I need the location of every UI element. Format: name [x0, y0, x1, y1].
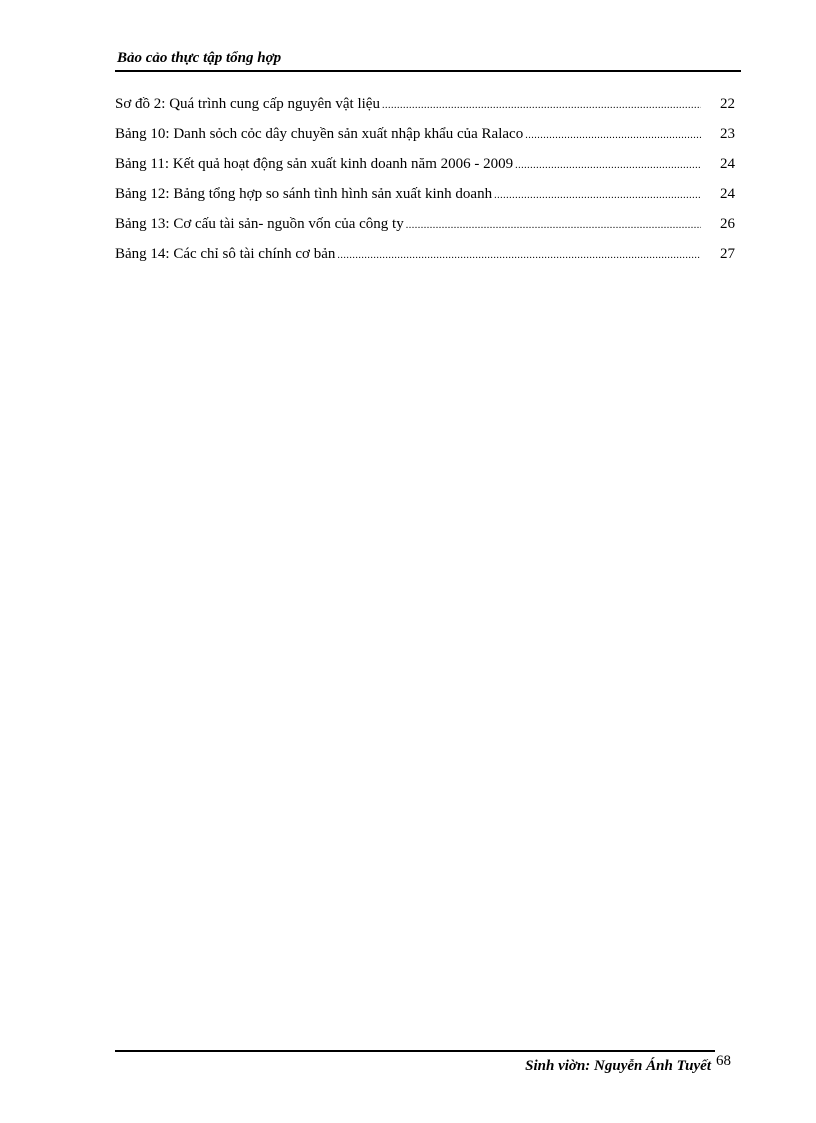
report-title: Bảo cảo thực tập tổng hợp: [117, 50, 282, 66]
toc-entry-page: 24: [720, 186, 735, 202]
toc-entry-label: Bảng 13: Cơ cấu tài sản- nguồn vốn của công ty: [115, 216, 404, 232]
toc-entry[interactable]: [115, 213, 739, 243]
page-footer: [115, 1050, 731, 1074]
toc-dot-leader: [494, 185, 701, 207]
toc-entry-label: Bảng 11: Kết quả hoạt động sản xuất kinh doanh năm 2006 - 2009: [115, 156, 514, 172]
toc-entry-page: 26: [720, 216, 735, 232]
toc-entry-page: 23: [720, 126, 735, 142]
table-of-figures: [115, 93, 739, 273]
toc-entry[interactable]: [115, 183, 739, 213]
toc-dot-leader: [525, 125, 701, 147]
toc-entry-page: 22: [720, 96, 735, 112]
toc-entry[interactable]: [115, 93, 739, 123]
footer-author: Sinh viờn: Nguyễn Ánh Tuyết: [525, 1058, 711, 1074]
toc-entry-label: Sơ đồ 2: Quá trình cung cấp nguyên vật liệu: [115, 96, 380, 112]
toc-entry-page: 24: [720, 156, 735, 172]
toc-entry-label: Bảng 14: Các chỉ sô tài chính cơ bản: [115, 246, 336, 262]
toc-entry[interactable]: [115, 123, 739, 153]
toc-dot-leader: [515, 155, 701, 177]
toc-entry-page: 27: [720, 246, 735, 262]
page-number: 68: [716, 1053, 731, 1069]
page-header: [115, 48, 741, 72]
toc-entry-label: Bảng 12: Bảng tổng hợp so sánh tình hình sản xuất kinh doanh: [115, 186, 493, 202]
toc-dot-leader: [337, 245, 701, 267]
toc-entry-label: Bảng 10: Danh sỏch cỏc dây chuyền sản xuất nhập khẩu của Ralaco: [115, 126, 524, 142]
toc-dot-leader: [406, 215, 701, 237]
toc-entry[interactable]: [115, 243, 739, 273]
toc-dot-leader: [382, 95, 701, 117]
toc-entry[interactable]: [115, 153, 739, 183]
